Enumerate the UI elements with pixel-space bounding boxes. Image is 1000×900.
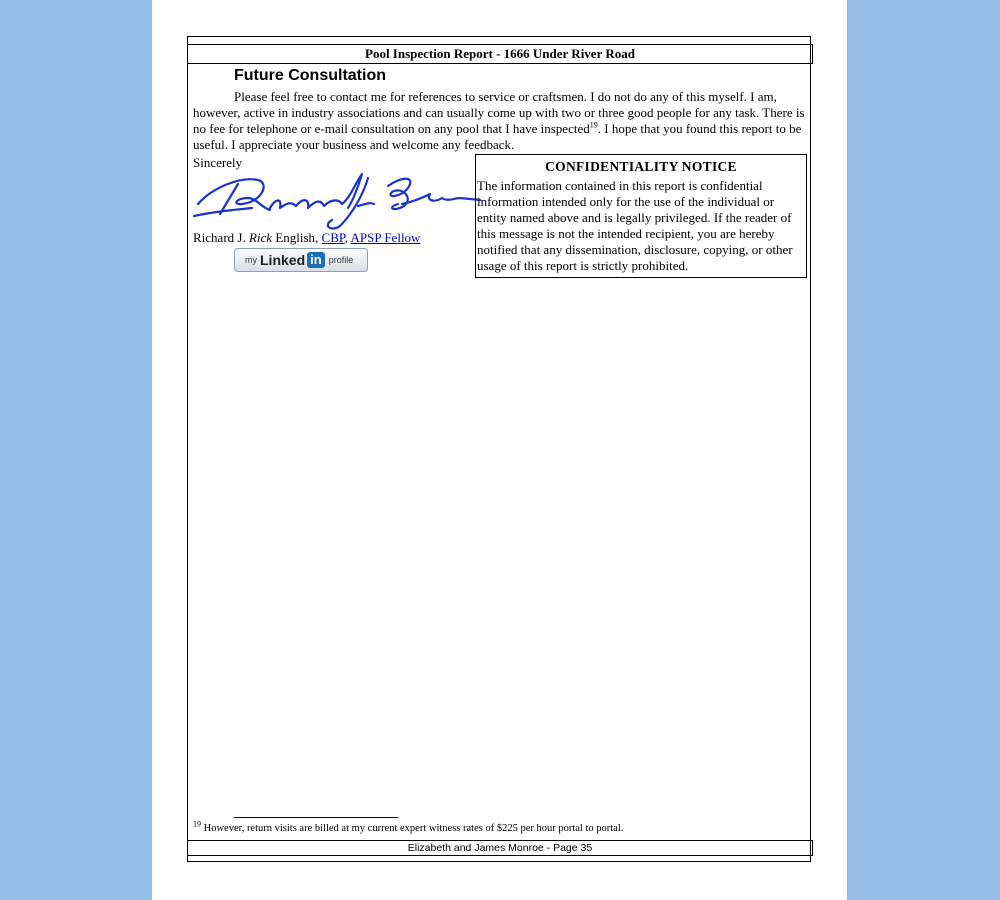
notice-text: The information contained in this report is confidential information intended only for the use of the individual or entity named above and is legally privileged. If the reader of this message is not the intended recipient, you are hereby notified that any dissemination, disclosure, copying, or other usage of this report is strictly prohibited. (477, 178, 793, 273)
signer-nickname: Rick (248, 230, 273, 245)
closing-salutation: Sincerely (193, 155, 243, 170)
notice-title: CONFIDENTIALITY NOTICE (545, 159, 737, 174)
footnote-number: 19 (193, 819, 201, 829)
signer-last-name: English, (275, 230, 319, 245)
footnote-reference[interactable]: 19 (589, 120, 598, 130)
linkedin-wordmark: Linked (260, 252, 306, 268)
linkedin-profile-button[interactable] (234, 248, 368, 272)
report-header (187, 44, 813, 64)
signer-first-name: Richard J. (193, 230, 246, 245)
document-page (152, 0, 847, 900)
footnote-text: However, return visits are billed at my current expert witness rates of $225 per hour portal to portal. (201, 823, 624, 834)
credential-separator: , (344, 230, 348, 245)
paragraph-text-a: Please feel free to contact me for references to service or craftsmen. I do not do any of this myself. I am, however, active in industry associations and can usually come up with two or three good people for any task. There is no fee for telephone or e-mail consultation on any pool that I have inspected (193, 89, 805, 136)
cbp-link[interactable]: CBP (321, 230, 345, 245)
report-title: Pool Inspection Report - 1666 Under River Road (365, 46, 635, 61)
signer-line (193, 230, 420, 246)
linkedin-suffix: profile (328, 255, 354, 265)
consultation-paragraph (193, 89, 807, 153)
confidentiality-notice-box (475, 154, 807, 278)
linkedin-prefix: my (245, 255, 257, 265)
section-title: Future Consultation (234, 67, 386, 84)
page-footer (187, 840, 813, 856)
footer-text: Elizabeth and James Monroe - Page 35 (407, 842, 593, 854)
handwritten-signature (192, 168, 482, 232)
footnote (193, 819, 624, 834)
footnote-divider (234, 817, 398, 818)
linkedin-in-badge-icon: in (307, 252, 325, 268)
paragraph-text-b: . I hope that you found this report to be useful. I appreciate your business and welcome any feedback. (193, 121, 802, 152)
apsp-fellow-link[interactable]: APSP Fellow (350, 230, 421, 245)
